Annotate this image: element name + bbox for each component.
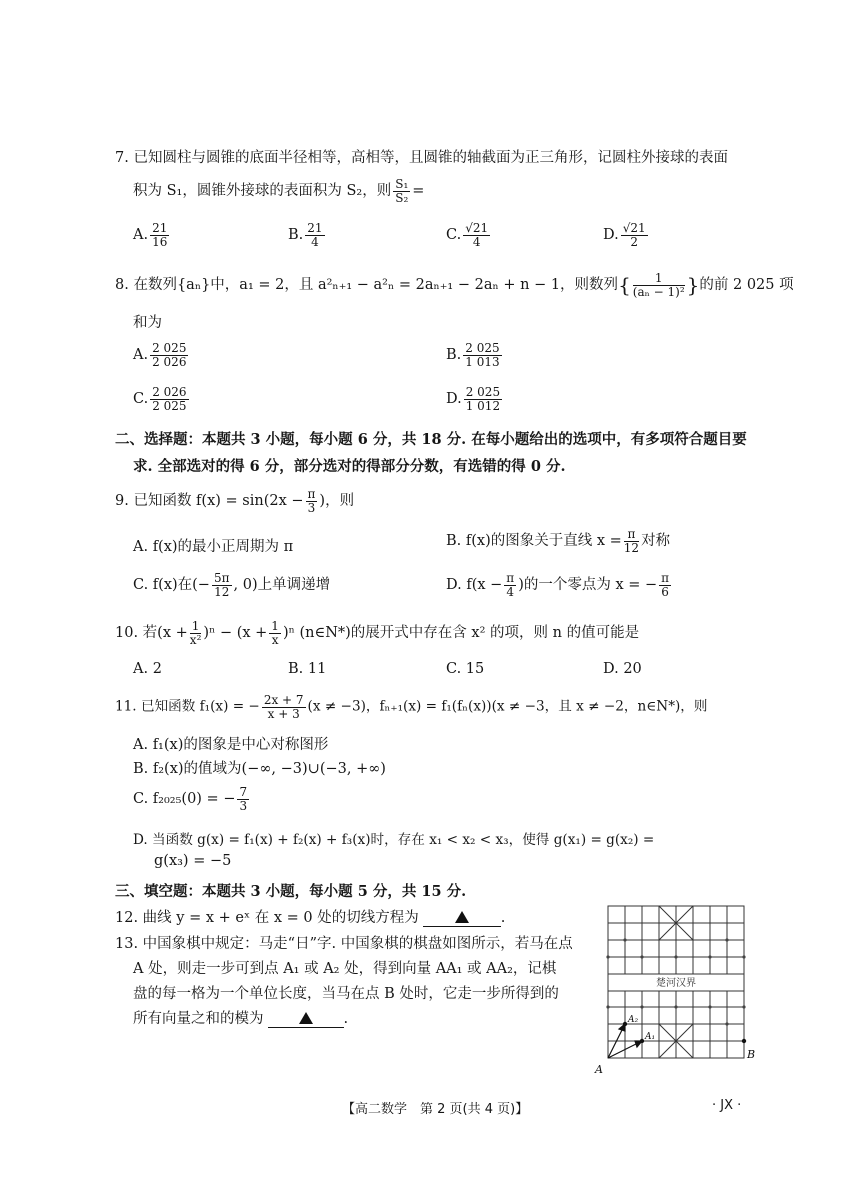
q8-stem-line1 xyxy=(115,272,794,298)
q8-sequence-fraction xyxy=(633,272,685,298)
section2-heading-line2: 求. 全部选对的得 6 分，部分选对的得部分分数，有选错的得 0 分. xyxy=(133,458,566,475)
q7-option-a-den: 16 xyxy=(152,234,168,249)
q11-option-a: A. f₁(x)的图象是中心对称图形 xyxy=(133,737,329,753)
q13-period: . xyxy=(343,1011,349,1027)
q7-option-b-frac xyxy=(305,222,324,248)
q9-option-d-num1: π xyxy=(506,571,515,585)
q8-option-d-den: 1 012 xyxy=(465,398,501,413)
triangle-icon xyxy=(455,911,469,923)
q9-option-d-frac2 xyxy=(659,572,671,598)
q9-option-d-frac1 xyxy=(504,572,516,598)
q8-option-a xyxy=(133,342,190,368)
q9-option-a: A. f(x)的最小正周期为 π xyxy=(133,539,294,555)
q7-option-c xyxy=(446,222,492,248)
q10-stem-tail: )ⁿ (n∈N*)的展开式中存在含 x² 的项，则 n 的值可能是 xyxy=(282,625,640,642)
q7-option-d-label: D. xyxy=(603,227,619,244)
q10-stem xyxy=(115,620,639,646)
footer-code: · JX · xyxy=(712,1098,742,1113)
q8-seq-den: (aₙ − 1)² xyxy=(632,284,685,299)
q8-option-c-frac xyxy=(150,386,188,412)
q9-option-d-mid: )的一个零点为 x = − xyxy=(518,577,658,594)
q11-option-c-den: 3 xyxy=(239,798,248,813)
q7-option-b xyxy=(288,222,327,248)
page-footer: 【高二数学 第 2 页(共 4 页)】 xyxy=(342,1102,529,1117)
q8-option-b-den: 1 013 xyxy=(465,354,500,369)
q8-option-c-den: 2 025 xyxy=(152,398,187,413)
q13-line3: 盘的每一格为一个单位长度，当马在点 B 处时，它走一步所得到的 xyxy=(133,986,559,1002)
q13-line4-text: 所有向量之和的模为 xyxy=(133,1011,264,1027)
q13-line1: 13. 中国象棋中规定：马走“日”字. 中国象棋的棋盘如图所示，若马在点 xyxy=(115,936,573,952)
q7-option-b-num: 21 xyxy=(307,221,323,235)
q8-option-d xyxy=(446,386,504,412)
q11-stem xyxy=(115,694,707,720)
q7-option-c-num: √21 xyxy=(465,221,489,235)
q8-option-b-num: 2 025 xyxy=(465,341,500,355)
q7-ratio-den: S₂ xyxy=(395,190,409,205)
q9-option-d-den2: 6 xyxy=(661,584,669,599)
q7-equals: = xyxy=(412,183,425,200)
q10-option-a: A. 2 xyxy=(133,661,162,677)
q9-option-c-den: 12 xyxy=(214,584,230,599)
q9-option-d-den1: 4 xyxy=(506,584,515,599)
q10-stem-text: 10. 若(x + xyxy=(115,625,188,642)
q7-option-c-den: 4 xyxy=(472,234,481,249)
q12-answer-blank[interactable] xyxy=(423,910,501,927)
q7-stem-line2 xyxy=(133,178,424,204)
triangle-icon xyxy=(299,1012,313,1024)
q7-option-a-frac xyxy=(150,222,169,248)
q7-option-d xyxy=(603,222,650,248)
q11-stem-text: 11. 已知函数 f₁(x) = − xyxy=(115,698,260,715)
q9-option-c-frac xyxy=(212,572,232,598)
q9-option-b-tail: 对称 xyxy=(641,533,671,550)
q8-option-c-label: C. xyxy=(133,391,149,408)
river-label: 楚河汉界 xyxy=(656,978,696,989)
q7-ratio-fraction xyxy=(393,178,410,204)
point-b-marker xyxy=(742,1039,746,1043)
q11-stem-fraction xyxy=(262,694,306,720)
q7-option-d-num: √21 xyxy=(622,221,646,235)
q7-option-c-label: C. xyxy=(446,227,462,244)
q9-stem xyxy=(115,488,354,514)
q10-f2-den: x xyxy=(271,632,279,647)
q7-option-c-frac xyxy=(463,222,490,248)
q8-option-b xyxy=(446,342,504,368)
q9-stem-fraction xyxy=(306,488,318,514)
section3-heading: 三、填空题：本题共 3 小题，每小题 5 分，共 15 分. xyxy=(115,883,467,900)
point-a1-marker xyxy=(640,1039,644,1043)
q9-option-b-text: B. f(x)的图象关于直线 x = xyxy=(446,533,622,550)
q9-option-b-den: 12 xyxy=(623,540,640,555)
q11-stem-tail: (x ≠ −3)，fₙ₊₁(x) = f₁(fₙ(x))(x ≠ −3，且 x ≠ −2，n∈N*)，则 xyxy=(307,698,708,715)
q7-stem-line1: 7. 已知圆柱与圆锥的底面半径相等，高相等，且圆锥的轴截面为正三角形，记圆柱外接球的表面 xyxy=(115,150,728,166)
q8-option-d-label: D. xyxy=(446,391,462,408)
q8-option-a-frac xyxy=(150,342,188,368)
q8-stem-tail: 的前 2 025 项 xyxy=(699,277,794,294)
q10-option-d: D. 20 xyxy=(603,661,642,677)
q8-option-c-num: 2 026 xyxy=(152,385,187,399)
q9-stem-num: π xyxy=(307,487,316,501)
point-a-label: A xyxy=(595,1063,603,1076)
q8-right-brace: } xyxy=(686,273,700,298)
q7-option-a-num: 21 xyxy=(152,221,168,235)
q10-fraction-2 xyxy=(269,620,281,646)
q9-option-d xyxy=(446,572,673,598)
q11-option-b: B. f₂(x)的值域为(−∞, −3)∪(−3, +∞) xyxy=(133,761,386,777)
q11-f-den: x + 3 xyxy=(267,706,300,721)
q7-ratio-num: S₁ xyxy=(395,177,409,191)
q8-option-a-den: 2 026 xyxy=(152,354,187,369)
q11-option-d-line2: g(x₃) = −5 xyxy=(154,853,232,869)
q11-f-num: 2x + 7 xyxy=(263,693,304,707)
q8-option-b-label: B. xyxy=(446,347,462,364)
q10-stem-mid: )ⁿ − (x + xyxy=(203,625,268,642)
q11-option-c xyxy=(133,786,251,812)
q9-option-b-num: π xyxy=(624,528,639,542)
q10-f1-den: x² xyxy=(189,632,202,647)
q8-option-d-num: 2 025 xyxy=(465,385,501,399)
q7-option-b-den: 4 xyxy=(311,234,319,249)
q13-answer-blank[interactable] xyxy=(268,1011,344,1028)
q12-stem xyxy=(115,906,505,927)
q11-option-c-num: 7 xyxy=(239,785,248,799)
q10-f1-num: 1 xyxy=(191,619,200,633)
q12-stem-text: 12. 曲线 y = x + eˣ 在 x = 0 处的切线方程为 xyxy=(115,910,419,926)
q9-stem-tail: )，则 xyxy=(319,493,355,510)
q9-option-d-text: D. f(x − xyxy=(446,577,503,594)
q10-f2-num: 1 xyxy=(271,619,279,633)
q9-stem-den: 3 xyxy=(307,500,316,515)
q7-option-d-frac xyxy=(621,222,648,248)
q9-option-c-tail: , 0)上单调递增 xyxy=(233,577,331,594)
point-b-label: B xyxy=(747,1048,756,1061)
q10-option-c: C. 15 xyxy=(446,661,485,677)
q11-option-c-text: C. f₂₀₂₅(0) = − xyxy=(133,791,236,808)
q7-option-a-label: A. xyxy=(133,227,149,244)
q8-stem-line2: 和为 xyxy=(133,315,162,331)
q8-option-c xyxy=(133,386,191,412)
q8-left-brace: { xyxy=(618,273,631,298)
q9-option-c-num: 5π xyxy=(213,571,230,585)
point-a2-label: A₂ xyxy=(628,1015,639,1025)
q7-option-a xyxy=(133,222,171,248)
q9-option-d-num2: π xyxy=(661,571,670,585)
q9-option-b xyxy=(446,528,670,554)
q8-seq-num: 1 xyxy=(633,272,685,286)
q13-line2: A 处，则走一步可到点 A₁ 或 A₂ 处，得到向量 AA₁ 或 AA₂，记棋 xyxy=(133,961,557,977)
q9-option-c-text: C. f(x)在(− xyxy=(133,577,210,594)
q8-stem-text: 8. 在数列{aₙ}中，a₁ = 2，且 a²ₙ₊₁ − a²ₙ = 2aₙ₊₁ − 2aₙ + n − 1，则数列 xyxy=(115,277,619,294)
q9-option-b-frac xyxy=(624,528,639,554)
q11-option-c-frac xyxy=(237,786,249,812)
q7-option-b-label: B. xyxy=(288,227,304,244)
q9-option-c xyxy=(133,572,330,598)
q7-option-d-den: 2 xyxy=(630,234,638,249)
chinese-chess-board-figure xyxy=(590,898,760,1080)
point-a1-label: A₁ xyxy=(645,1032,656,1042)
q8-option-a-num: 2 025 xyxy=(152,341,187,355)
q11-option-d-line1: D. 当函数 g(x) = f₁(x) + f₂(x) + f₃(x)时，存在 x₁ < x₂ < x₃，使得 g(x₁) = g(x₂) = xyxy=(133,832,655,848)
q10-option-b: B. 11 xyxy=(288,661,327,677)
q8-option-a-label: A. xyxy=(133,347,149,364)
q9-stem-text: 9. 已知函数 f(x) = sin(2x − xyxy=(115,493,304,510)
q13-line4 xyxy=(133,1007,348,1028)
q7-stem-line2-text: 积为 S₁，圆锥外接球的表面积为 S₂，则 xyxy=(133,183,392,200)
q12-period: . xyxy=(500,910,506,926)
q10-fraction-1 xyxy=(190,620,202,646)
q8-option-d-frac xyxy=(464,386,502,412)
section2-heading-line1: 二、选择题：本题共 3 小题，每小题 6 分，共 18 分. 在每小题给出的选项中，有多项符合题目要 xyxy=(115,431,747,448)
q8-option-b-frac xyxy=(463,342,501,368)
point-a2-marker xyxy=(623,1022,627,1026)
